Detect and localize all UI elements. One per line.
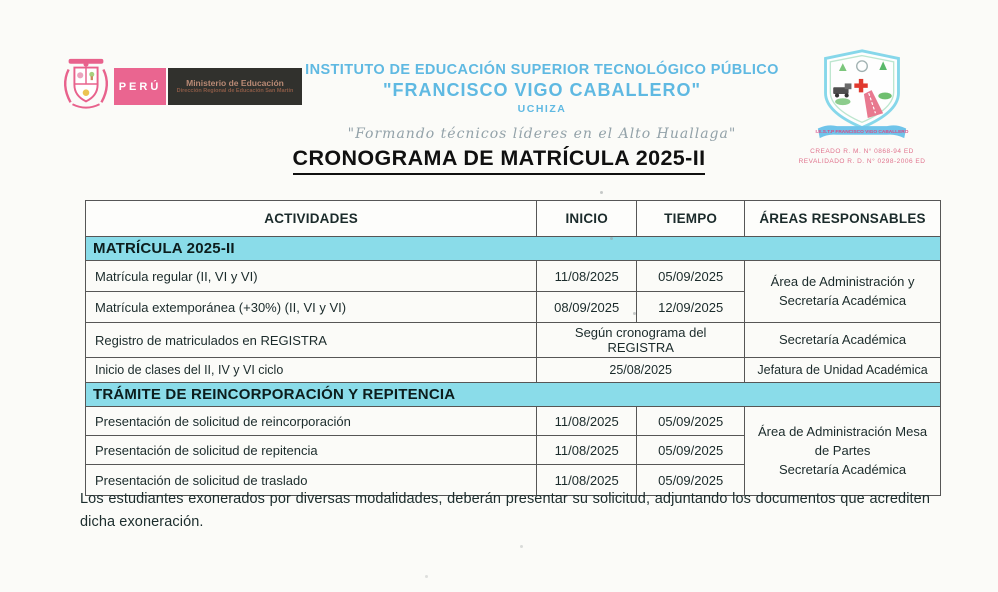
tiempo-cell: 05/09/2025 <box>637 465 745 496</box>
institute-motto: "Formando técnicos líderes en el Alto Huallaga" <box>347 126 737 142</box>
institute-name-line2: "FRANCISCO VIGO CABALLERO" <box>382 80 702 100</box>
table-row <box>86 407 941 436</box>
inicio-cell: 11/08/2025 <box>537 407 637 436</box>
area-cell: Secretaría Académica <box>745 323 941 358</box>
table-row <box>86 358 941 383</box>
area-line: Área de Administración Mesa de Partes <box>758 423 928 458</box>
peru-label-box <box>114 68 166 105</box>
crest-revalidated-line: REVALIDADO R. D. N° 0298-2006 ED <box>798 157 926 165</box>
peru-coat-of-arms-icon <box>58 56 114 112</box>
institute-crest-icon <box>804 46 920 142</box>
area-cell-merged: Área de Administración y Secretaría Académica <box>745 261 941 323</box>
section-header-tramite <box>86 383 941 407</box>
institute-crest-block <box>782 46 942 165</box>
section-title: MATRÍCULA 2025-II <box>86 237 941 261</box>
section-title: TRÁMITE DE REINCORPORACIÓN Y REPITENCIA <box>86 383 941 407</box>
scan-speck <box>633 312 636 315</box>
tiempo-cell: 12/09/2025 <box>637 292 745 323</box>
crest-banner-text: I.E.S.T.P FRANCISCO VIGO CABALLERO <box>815 129 909 135</box>
column-header-tiempo: TIEMPO <box>637 201 745 237</box>
crest-created-line: CREADO R. M. N° 0868-94 ED <box>810 148 914 155</box>
tiempo-cell: 05/09/2025 <box>637 407 745 436</box>
page-title: CRONOGRAMA DE MATRÍCULA 2025-II <box>293 146 706 175</box>
area-cell-merged <box>745 407 941 496</box>
inicio-cell: 08/09/2025 <box>537 292 637 323</box>
section-header-matricula <box>86 237 941 261</box>
table-header-row <box>86 201 941 237</box>
schedule-cell-merged: 25/08/2025 <box>537 358 745 383</box>
ministry-subtitle: Dirección Regional de Educación San Martín <box>176 88 294 95</box>
column-header-actividades: ACTIVIDADES <box>86 201 537 237</box>
inicio-cell: 11/08/2025 <box>537 436 637 465</box>
inicio-cell: 11/08/2025 <box>537 465 637 496</box>
schedule-table <box>85 200 941 496</box>
scan-speck <box>520 545 523 548</box>
activity-cell: Matrícula regular (II, VI y VI) <box>86 261 537 292</box>
scan-speck <box>600 191 603 194</box>
area-cell: Jefatura de Unidad Académica <box>745 358 941 383</box>
ministry-name: Ministerio de Educación <box>186 77 284 88</box>
title-container <box>0 146 998 175</box>
column-header-inicio: INICIO <box>537 201 637 237</box>
activity-cell: Inicio de clases del II, IV y VI ciclo <box>86 358 537 383</box>
activity-cell: Registro de matriculados en REGISTRA <box>86 323 537 358</box>
scan-speck <box>610 237 613 240</box>
tiempo-cell: 05/09/2025 <box>637 436 745 465</box>
activity-cell: Presentación de solicitud de reincorporación <box>86 407 537 436</box>
institute-heading <box>302 46 782 150</box>
ministry-box <box>168 68 302 105</box>
schedule-cell-merged: Según cronograma del REGISTRA <box>537 323 745 358</box>
area-line: Secretaría Académica <box>778 461 907 477</box>
inicio-cell: 11/08/2025 <box>537 261 637 292</box>
activity-cell: Presentación de solicitud de repitencia <box>86 436 537 465</box>
activity-cell: Matrícula extemporánea (+30%) (II, VI y VI) <box>86 292 537 323</box>
tiempo-cell: 05/09/2025 <box>637 261 745 292</box>
scan-speck <box>425 575 428 578</box>
peru-label: PERÚ <box>118 80 162 93</box>
institute-city: UCHIZA <box>517 103 567 115</box>
column-header-areas: ÁREAS RESPONSABLES <box>745 201 941 237</box>
table-row <box>86 323 941 358</box>
table-row <box>86 261 941 292</box>
institute-name-line1: INSTITUTO DE EDUCACIÓN SUPERIOR TECNOLÓGICO PÚBLICO <box>305 62 779 78</box>
footer-note: Los estudiantes exonerados por diversas modalidades, deberán presentar su solicitud, adjuntando los documentos que acrediten dicha exoneración. <box>80 491 930 531</box>
government-logos <box>58 46 302 150</box>
activity-cell: Presentación de solicitud de traslado <box>86 465 537 496</box>
